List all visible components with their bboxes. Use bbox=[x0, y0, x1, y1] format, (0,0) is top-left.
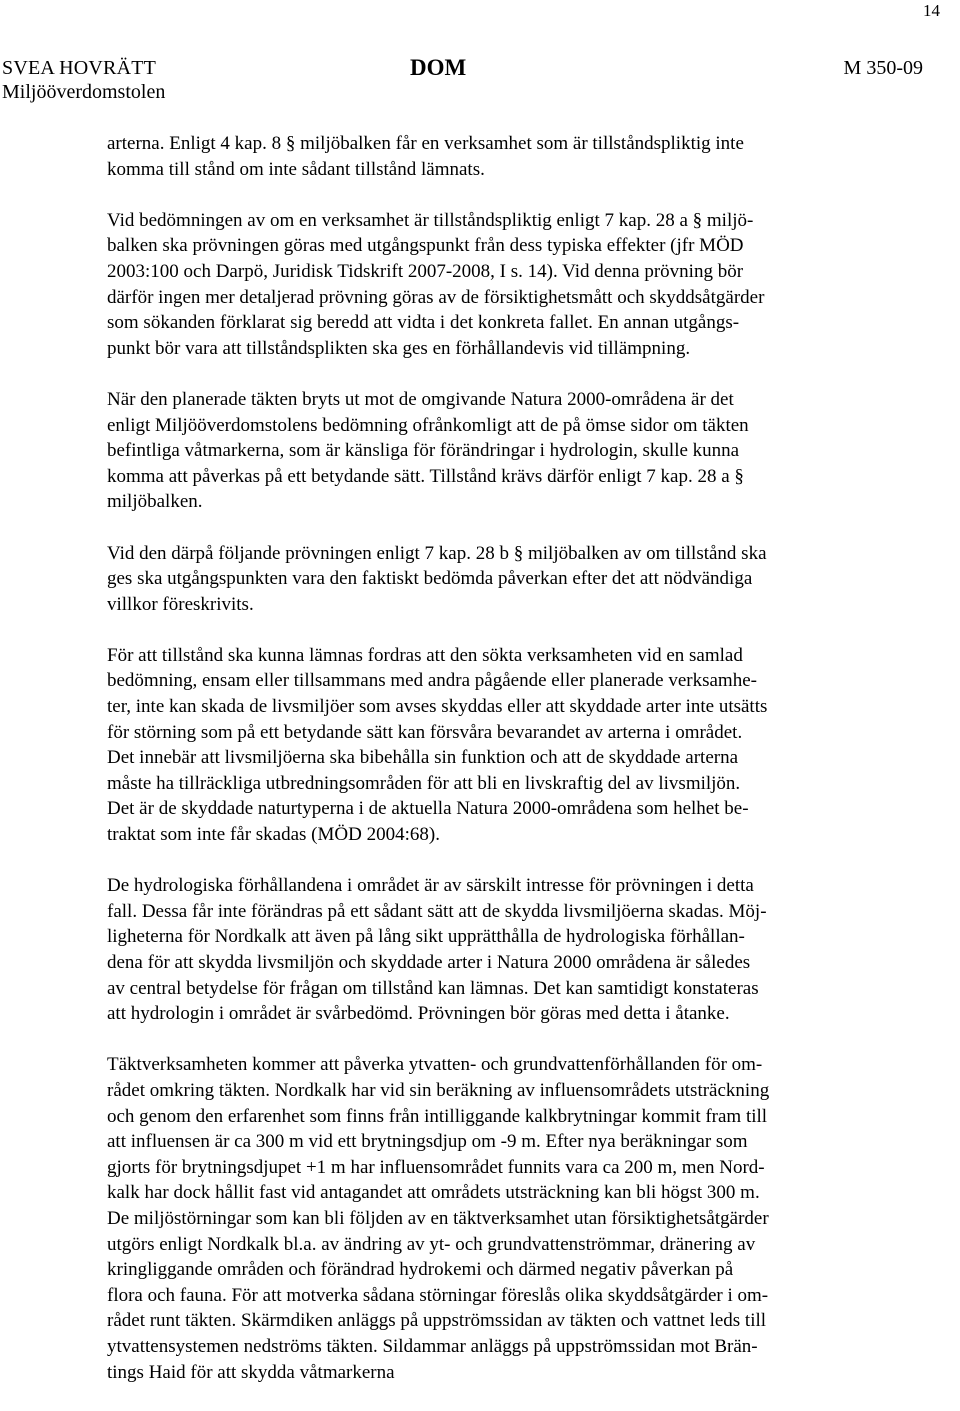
text-line: ter, inte kan skada de livsmiljöer som avses skyddas eller att skyddade arter inte utsätts bbox=[107, 696, 768, 718]
text-line: komma till stånd om inte sådant tillstånd lämnats. bbox=[107, 158, 485, 180]
text-line: utgörs enligt Nordkalk bl.a. av ändring av yt- och grundvattenströmmar, dränering av bbox=[107, 1233, 756, 1255]
text-line: De hydrologiska förhållandena i området är av särskilt intresse för prövningen i detta bbox=[107, 875, 754, 897]
text-line: rådet runt täkten. Skärmdiken anläggs på uppströmssidan av täkten och vattnet leds till bbox=[107, 1310, 767, 1332]
document-type: DOM bbox=[410, 55, 467, 80]
text-line: att influensen är ca 300 m vid ett brytningsdjup om -9 m. Efter nya beräkningar som bbox=[107, 1131, 748, 1153]
paragraph bbox=[107, 541, 897, 618]
text-line: ges ska utgångspunkten vara den faktiskt bedömda påverkan efter det att nödvändiga bbox=[107, 568, 753, 590]
text-line: Vid den därpå följande prövningen enligt 7 kap. 28 b § miljöbalken av om tillstånd ska bbox=[107, 542, 767, 564]
text-line: punkt bör vara att tillståndsplikten ska ges en förhållandevis vid tillämpning. bbox=[107, 337, 691, 359]
text-line: arterna. Enligt 4 kap. 8 § miljöbalken får en verksamhet som är tillståndspliktig inte bbox=[107, 133, 744, 154]
text-line: gjorts för brytningsdjupet +1 m har influensområdet funnits vara ca 200 m, men Nord- bbox=[107, 1156, 765, 1178]
text-line: De miljöstörningar som kan bli följden av en täktverksamhet utan försiktighetsåtgärder bbox=[107, 1207, 769, 1229]
text-line: som sökanden förklarat sig beredd att vidta i det konkreta fallet. En annan utgångs- bbox=[107, 312, 740, 334]
text-line: ligheterna för Nordkalk att även på lång sikt upprätthålla de hydrologiska förhållan- bbox=[107, 926, 745, 948]
text-line: miljöbalken. bbox=[107, 491, 203, 513]
paragraph bbox=[107, 643, 897, 848]
court-name: SVEA HOVRÄTT bbox=[2, 57, 157, 79]
text-line: balken ska prövningen göras med utgångspunkt från dess typiska effekter (jfr MÖD bbox=[107, 235, 744, 257]
text-line: av central betydelse för frågan om tillstånd kan lämnas. Det kan samtidigt konstateras bbox=[107, 977, 759, 999]
text-line: flora och fauna. För att motverka sådana störningar föreslås olika skyddsåtgärder i om- bbox=[107, 1284, 769, 1306]
document-body bbox=[107, 131, 897, 1411]
paragraph bbox=[107, 1052, 897, 1385]
text-line: Det är de skyddade naturtyperna i de aktuella Natura 2000-områdena som helhet be- bbox=[107, 798, 749, 820]
text-line: kringliggande områden och förändrad hydrokemi och därmed negativ påverkan på bbox=[107, 1259, 734, 1281]
text-line: rådet omkring täkten. Nordkalk har vid sin beräkning av influensområdets utsträckning bbox=[107, 1079, 770, 1101]
text-line: Vid bedömningen av om en verksamhet är tillståndspliktig enligt 7 kap. 28 a § miljö- bbox=[107, 209, 754, 231]
text-line: 2003:100 och Darpö, Juridisk Tidskrift 2007-2008, I s. 14). Vid denna prövning bör bbox=[107, 260, 744, 282]
text-line: tings Haid för att skydda våtmarkerna bbox=[107, 1361, 395, 1383]
text-line: För att tillstånd ska kunna lämnas fordras att den sökta verksamheten vid en samlad bbox=[107, 644, 743, 666]
paragraph bbox=[107, 387, 897, 515]
text-line: dena för att skydda livsmiljön och skyddade arter i Natura 2000 områdena är således bbox=[107, 952, 751, 973]
text-line: Täktverksamheten kommer att påverka ytvatten- och grundvattenförhållanden för om- bbox=[107, 1054, 763, 1076]
text-line: komma att påverkas på ett betydande sätt. Tillstånd krävs därför enligt 7 kap. 28 a § bbox=[107, 465, 744, 487]
page-number: 14 bbox=[923, 1, 940, 20]
text-line: och genom den erfarenhet som finns från intilliggande kalkbrytningar kommit fram till bbox=[107, 1105, 768, 1127]
court-division: Miljööverdomstolen bbox=[2, 81, 166, 103]
text-line: traktat som inte får skadas (MÖD 2004:68). bbox=[107, 824, 440, 846]
text-line: kalk har dock hållit fast vid antagandet att områdets utsträckning kan bli högst 300 m. bbox=[107, 1182, 760, 1204]
text-line: fall. Dessa får inte förändras på ett sådant sätt att de skydda livsmiljöerna skadas. Möj- bbox=[107, 900, 767, 922]
text-line: att hydrologin i området är svårbedömd. Prövningen bör göras med detta i åtanke. bbox=[107, 1003, 730, 1025]
text-line: Det innebär att livsmiljöerna ska bibehålla sin funktion och att de skyddade arterna bbox=[107, 747, 739, 769]
text-line: måste ha tillräckliga utbredningsområden för att bli en livskraftig del av livsmiljön. bbox=[107, 772, 741, 794]
text-line: därför ingen mer detaljerad prövning göras av de försiktighetsmått och skyddsåtgärder bbox=[107, 286, 765, 308]
text-line: för störning som på ett betydande sätt kan försvåra bevarandet av arterna i området. bbox=[107, 721, 743, 743]
text-line: befintliga våtmarkerna, som är känsliga för förändringar i hydrologin, skulle kunna bbox=[107, 440, 740, 462]
text-line: När den planerade täkten bryts ut mot de omgivande Natura 2000-områdena är det bbox=[107, 388, 734, 410]
paragraph bbox=[107, 208, 897, 362]
text-line: bedömning, ensam eller tillsammans med andra pågående eller planerade verksamhe- bbox=[107, 670, 757, 692]
text-line: villkor föreskrivits. bbox=[107, 593, 254, 615]
document-header bbox=[0, 56, 960, 108]
text-line: enligt Miljööverdomstolens bedömning ofrånkomligt att de på ömse sidor om täkten bbox=[107, 414, 749, 436]
paragraph bbox=[107, 131, 897, 182]
text-line: ytvattensystemen nedströms täkten. Sildammar anläggs på uppströmssidan mot Brän- bbox=[107, 1335, 758, 1357]
case-number: M 350-09 bbox=[843, 57, 923, 79]
paragraph bbox=[107, 873, 897, 1027]
